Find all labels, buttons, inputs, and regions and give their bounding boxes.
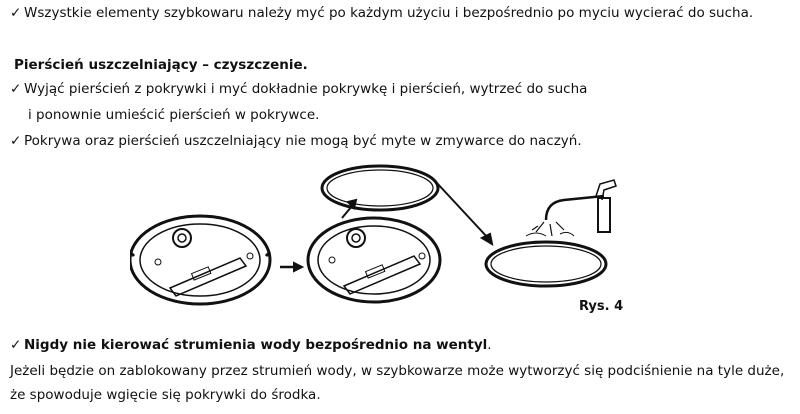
faucet-icon [526, 180, 616, 236]
check-mark: ✓ [10, 133, 22, 149]
instruction-line-2-cont: i ponownie umieścić pierścień w pokrywce. [28, 107, 320, 123]
instruction-line-2 [10, 80, 587, 98]
cleaning-figure [130, 160, 650, 320]
instruction-line-1 [10, 4, 753, 22]
section-heading: Pierścień uszczelniający – czyszczenie. [14, 57, 308, 73]
sealing-ring-icon [486, 242, 606, 286]
arrow-icon [280, 263, 302, 271]
explanation-line-1: Jeżeli będzie on zablokowany przez strumień wody, w szybkowarze może wytworzyć się podciśnienie na tyle duże, [10, 363, 785, 379]
check-mark: ✓ [10, 337, 22, 353]
arrow-icon [436, 182, 492, 244]
figure-caption: Rys. 4 [579, 299, 624, 314]
instruction-line-3 [10, 132, 582, 150]
pressure-lid-icon [308, 218, 440, 302]
warning-line [10, 336, 492, 354]
instruction-text: Wyjąć pierścień z pokrywki i myć dokładnie pokrywkę i pierścień, wytrzeć do sucha [24, 81, 588, 97]
warning-text: Nigdy nie kierować strumienia wody bezpośrednio na wentyl [24, 337, 488, 353]
check-mark: ✓ [10, 5, 22, 21]
sealing-ring-icon [322, 166, 438, 210]
arrow-icon [342, 200, 356, 218]
check-mark: ✓ [10, 81, 22, 97]
explanation-line-2: że spowoduje wgięcie się pokrywki do środka. [10, 387, 321, 403]
warning-period: . [487, 337, 492, 353]
instruction-text: Wszystkie elementy szybkowaru należy myć po każdym użyciu i bezpośrednio po myciu wycierać do sucha. [24, 5, 754, 21]
pressure-lid-icon [130, 216, 270, 304]
instruction-text: Pokrywa oraz pierścień uszczelniający nie mogą być myte w zmywarce do naczyń. [24, 133, 582, 149]
